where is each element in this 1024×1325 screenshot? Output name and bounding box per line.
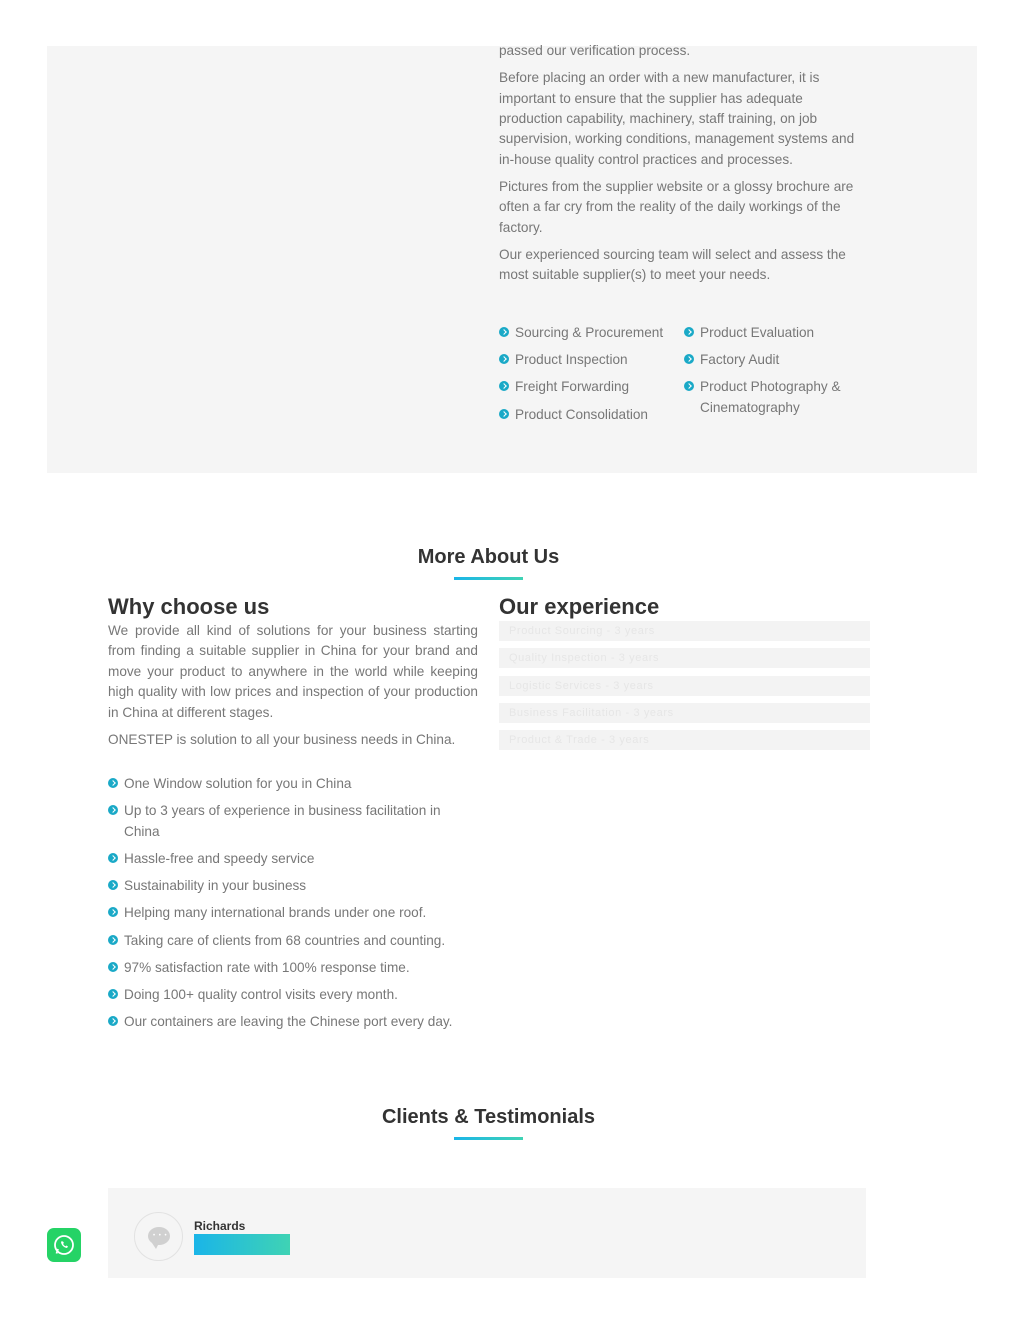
why-paragraph: We provide all kind of solutions for your business starting from finding a suitable supplier in China for your brand and move your product to anywhere in the world while keeping high quality with low prices and inspection of your production in China at different stages. [108, 623, 478, 720]
testimonials-title [0, 1106, 977, 1140]
service-label: Sourcing & Procurement [515, 325, 664, 340]
avatar [134, 1212, 183, 1261]
experience-bar [499, 648, 870, 668]
why-point-label: Hassle-free and speedy service [124, 851, 315, 867]
about-text [499, 41, 869, 293]
services-list [499, 323, 869, 432]
services-column-right [684, 323, 869, 432]
section-title-text: Clients & Testimonials [381, 1106, 595, 1128]
experience-bar-label: Product & Trade - 3 years [509, 734, 650, 747]
about-paragraph: Our experienced sourcing team will select and assess the most suitable supplier(s) to meet your needs. [499, 247, 846, 283]
service-item [684, 350, 869, 370]
chevron-circle-right-icon [499, 354, 509, 364]
chevron-circle-right-icon [108, 962, 118, 972]
our-experience [499, 593, 870, 757]
experience-bar [499, 676, 870, 696]
why-heading: Why choose us [108, 594, 270, 619]
why-point-label: 97% satisfaction rate with 100% response time. [124, 959, 410, 975]
chat-bubble-icon: • • • [148, 1227, 170, 1245]
about-paragraph: Before placing an order with a new manufacturer, it is important to ensure that the supplier has adequate production capability, machinery, staff training, on job supervision, working conditions, management systems and in-house quality control practices and processes. [499, 70, 855, 167]
title-underline [454, 577, 523, 580]
experience-bar [499, 703, 870, 723]
service-label: Product Photography & Cinematography [700, 379, 841, 415]
why-point [108, 774, 478, 794]
rating-bar [194, 1234, 290, 1255]
chevron-circle-right-icon [684, 381, 694, 391]
chevron-circle-right-icon [108, 805, 118, 815]
service-item [684, 323, 869, 343]
why-point [108, 903, 478, 923]
whatsapp-icon [52, 1233, 76, 1257]
why-point-label: Up to 3 years of experience in business facilitation in China [124, 803, 441, 839]
chevron-circle-right-icon [108, 1016, 118, 1026]
chevron-circle-right-icon [499, 327, 509, 337]
why-point-label: Taking care of clients from 68 countries and counting. [124, 932, 446, 948]
service-item [499, 405, 684, 425]
experience-bar-label: Quality Inspection - 3 years [509, 652, 660, 665]
service-label: Freight Forwarding [515, 379, 630, 395]
why-point-label: Helping many international brands under one roof. [124, 905, 427, 921]
why-point [108, 876, 478, 896]
chevron-circle-right-icon [684, 354, 694, 364]
whatsapp-button[interactable] [47, 1228, 81, 1262]
experience-bars [499, 621, 870, 750]
why-choose-us [108, 593, 478, 1039]
services-column-left [499, 323, 684, 432]
experience-heading: Our experience [499, 594, 660, 619]
why-point-label: Doing 100+ quality control visits every month. [124, 987, 398, 1003]
service-label: Product Consolidation [515, 406, 648, 422]
service-item [684, 377, 869, 418]
chevron-circle-right-icon [108, 935, 118, 945]
service-item [499, 377, 684, 397]
chevron-circle-right-icon [108, 778, 118, 788]
why-point [108, 1012, 478, 1032]
experience-bar [499, 730, 870, 750]
experience-bar-label: Business Facilitation - 3 years [509, 706, 674, 719]
chevron-circle-right-icon [108, 880, 118, 890]
more-about-title [0, 546, 977, 580]
why-point [108, 801, 478, 842]
why-point [108, 849, 478, 869]
why-point [108, 958, 478, 978]
service-label: Product Inspection [515, 352, 628, 368]
experience-bar-label: Product Sourcing - 3 years [509, 625, 655, 637]
service-item [499, 323, 684, 343]
chevron-circle-right-icon [108, 907, 118, 917]
testimonial-card [108, 1188, 866, 1278]
why-paragraph: ONESTEP is solution to all your business needs in China. [108, 731, 456, 747]
service-item [499, 350, 684, 370]
service-label: Factory Audit [700, 352, 780, 368]
experience-bar-label: Logistic Services - 3 years [509, 679, 654, 692]
section-title-text: More About Us [417, 546, 560, 568]
service-label: Product Evaluation [700, 325, 815, 340]
why-point [108, 931, 478, 951]
chevron-circle-right-icon [684, 327, 694, 337]
chevron-circle-right-icon [108, 989, 118, 999]
about-paragraph: Pictures from the supplier website or a glossy brochure are often a far cry from the reality of the daily workings of the factory. [499, 179, 854, 235]
experience-bar [499, 621, 870, 641]
chevron-circle-right-icon [108, 853, 118, 863]
chevron-circle-right-icon [499, 409, 509, 419]
title-underline [454, 1137, 523, 1140]
client-name: Richards [194, 1219, 246, 1233]
why-point-label: Sustainability in your business [124, 878, 307, 894]
why-point-label: One Window solution for you in China [124, 776, 352, 792]
chevron-circle-right-icon [499, 381, 509, 391]
why-point-label: Our containers are leaving the Chinese port every day. [124, 1014, 453, 1030]
why-points [108, 774, 478, 1032]
why-point [108, 985, 478, 1005]
about-paragraph: passed our verification process. [499, 43, 691, 58]
